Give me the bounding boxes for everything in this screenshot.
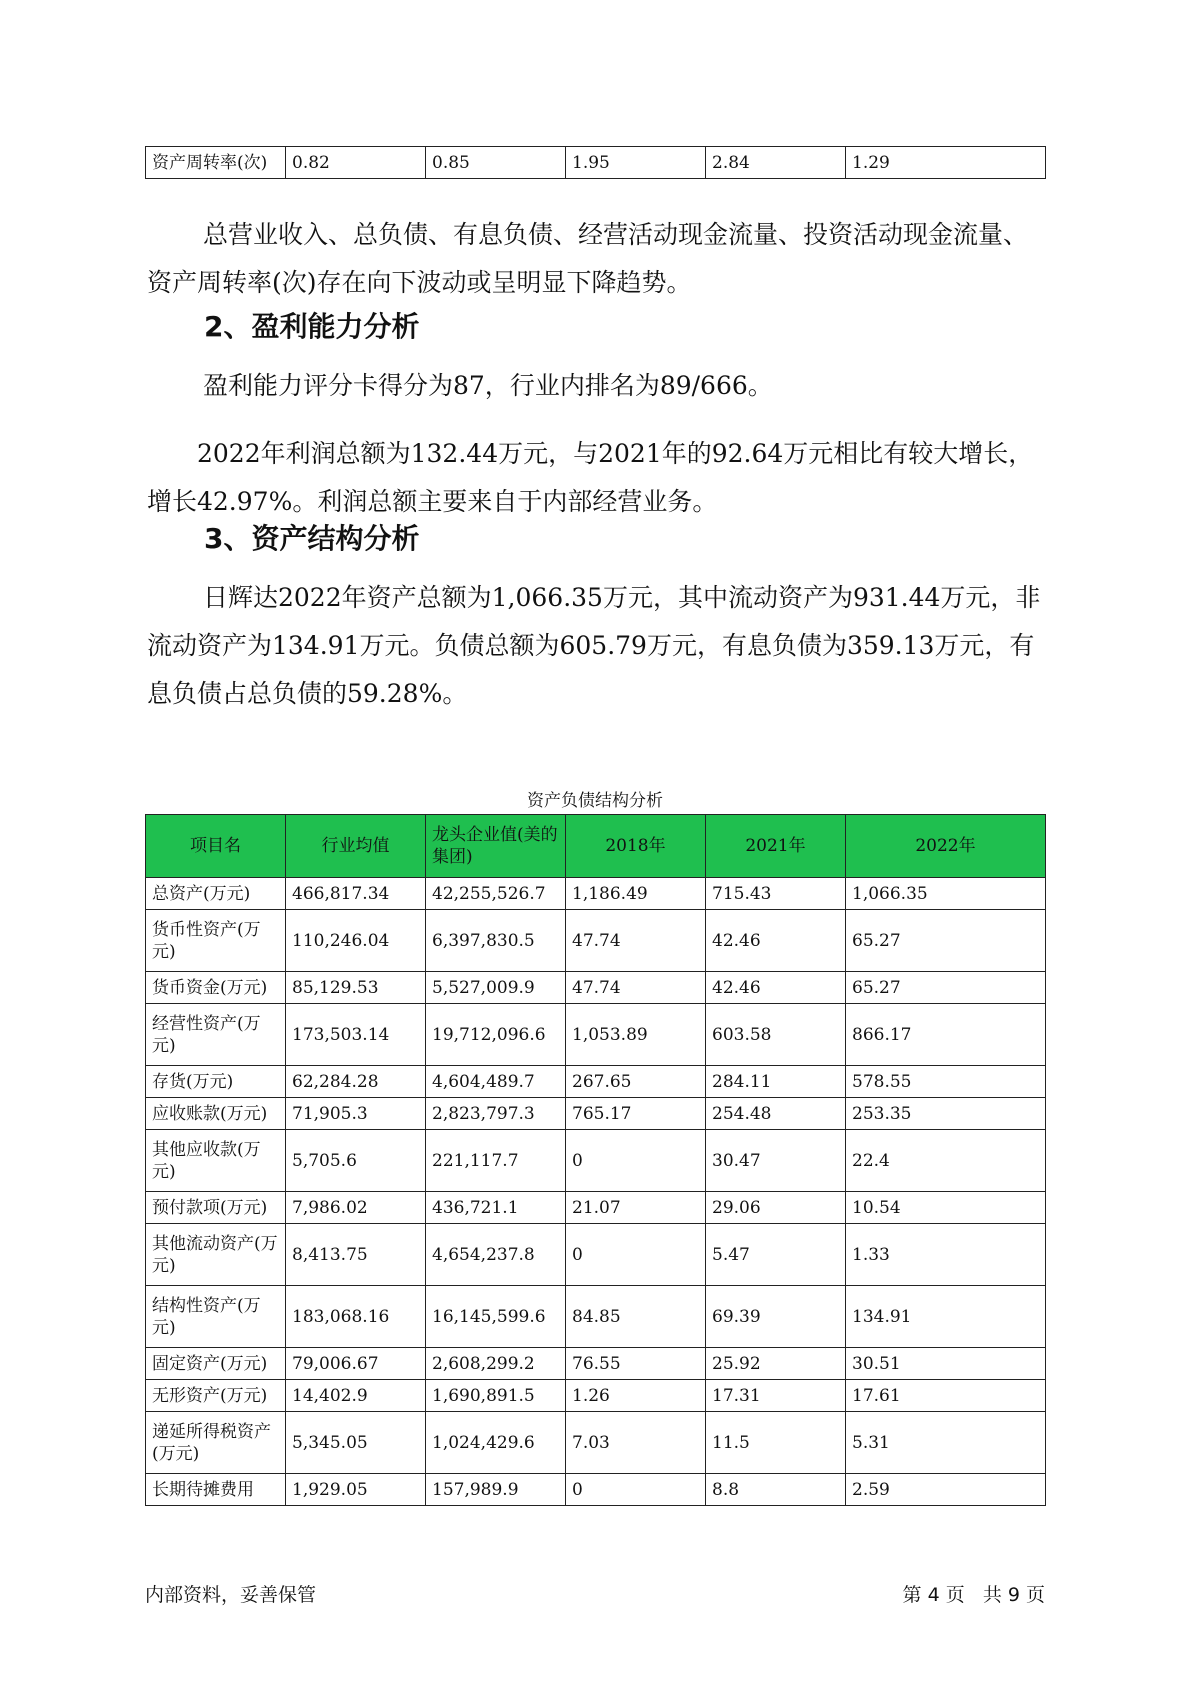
table-cell: 71,905.3 — [286, 1098, 426, 1130]
table-cell: 0 — [566, 1474, 706, 1506]
table-cell: 2,823,797.3 — [426, 1098, 566, 1130]
table-caption: 资产负债结构分析 — [527, 791, 663, 811]
table-cell: 30.51 — [846, 1348, 1046, 1380]
table-cell: 157,989.9 — [426, 1474, 566, 1506]
table-cell: 30.47 — [706, 1130, 846, 1192]
table-cell: 货币性资产(万元) — [146, 910, 286, 972]
table-row — [146, 1224, 1046, 1286]
table-cell: 4,604,489.7 — [426, 1066, 566, 1098]
table-cell: 1,929.05 — [286, 1474, 426, 1506]
table-cell: 结构性资产(万元) — [146, 1286, 286, 1348]
table-row — [146, 878, 1046, 910]
table-cell: 7,986.02 — [286, 1192, 426, 1224]
table-cell: 4,654,237.8 — [426, 1224, 566, 1286]
table-cell: 固定资产(万元) — [146, 1348, 286, 1380]
table-cell: 5,345.05 — [286, 1412, 426, 1474]
table-cell: 79,006.67 — [286, 1348, 426, 1380]
table-cell: 8.8 — [706, 1474, 846, 1506]
table-row — [146, 1474, 1046, 1506]
table-cell: 29.06 — [706, 1192, 846, 1224]
table-cell: 11.5 — [706, 1412, 846, 1474]
table-cell: 1.26 — [566, 1380, 706, 1412]
table-cell: 货币资金(万元) — [146, 972, 286, 1004]
table-cell: 1,024,429.6 — [426, 1412, 566, 1474]
table-cell: 134.91 — [846, 1286, 1046, 1348]
table-cell: 254.48 — [706, 1098, 846, 1130]
table-cell: 110,246.04 — [286, 910, 426, 972]
table-cell: 603.58 — [706, 1004, 846, 1066]
table-cell: 2.59 — [846, 1474, 1046, 1506]
table-cell: 436,721.1 — [426, 1192, 566, 1224]
table-cell: 65.27 — [846, 972, 1046, 1004]
table-row — [146, 1098, 1046, 1130]
column-header: 行业均值 — [286, 815, 426, 878]
balance-structure-table — [145, 814, 1046, 1506]
table-cell: 183,068.16 — [286, 1286, 426, 1348]
table-cell: 无形资产(万元) — [146, 1380, 286, 1412]
column-header: 龙头企业值(美的集团) — [426, 815, 566, 878]
table-cell: 其他流动资产(万元) — [146, 1224, 286, 1286]
table-cell: 1,690,891.5 — [426, 1380, 566, 1412]
section-heading-asset-structure: 3、资产结构分析 — [204, 522, 420, 555]
table-cell: 84.85 — [566, 1286, 706, 1348]
table-cell: 资产周转率(次) — [146, 147, 286, 179]
table-row — [146, 1004, 1046, 1066]
table-cell: 0.85 — [426, 147, 566, 179]
table-cell: 8,413.75 — [286, 1224, 426, 1286]
table-cell: 62,284.28 — [286, 1066, 426, 1098]
table-cell: 715.43 — [706, 878, 846, 910]
table-cell: 85,129.53 — [286, 972, 426, 1004]
table-row — [146, 910, 1046, 972]
table-cell: 866.17 — [846, 1004, 1046, 1066]
table-cell: 22.4 — [846, 1130, 1046, 1192]
table-cell: 1.95 — [566, 147, 706, 179]
table-cell: 17.31 — [706, 1380, 846, 1412]
table-cell: 765.17 — [566, 1098, 706, 1130]
table-cell: 16,145,599.6 — [426, 1286, 566, 1348]
table-cell: 76.55 — [566, 1348, 706, 1380]
asset-detail-paragraph: 日辉达2022年资产总额为1,066.35万元，其中流动资产为931.44万元，非流动资产为134.91万元。负债总额为605.79万元，有息负债为359.13万元，有息负债占总负债的59.28%。 — [147, 583, 1041, 708]
profit-detail-paragraph: 2022年利润总额为132.44万元，与2021年的92.64万元相比有较大增长，增长42.97%。利润总额主要来自于内部经营业务。 — [147, 439, 1034, 516]
table-row — [146, 1192, 1046, 1224]
table-cell: 221,117.7 — [426, 1130, 566, 1192]
table-cell: 47.74 — [566, 972, 706, 1004]
column-header: 2022年 — [846, 815, 1046, 878]
table-row — [146, 1130, 1046, 1192]
table-cell: 42,255,526.7 — [426, 878, 566, 910]
table-cell: 2.84 — [706, 147, 846, 179]
table-row — [146, 1348, 1046, 1380]
table-row — [146, 972, 1046, 1004]
table-row — [146, 1412, 1046, 1474]
table-cell: 42.46 — [706, 972, 846, 1004]
table-cell: 6,397,830.5 — [426, 910, 566, 972]
profit-score-paragraph: 盈利能力评分卡得分为87，行业内排名为89/666。 — [203, 371, 773, 400]
table-cell: 17.61 — [846, 1380, 1046, 1412]
table-cell: 1.29 — [846, 147, 1046, 179]
table-cell: 25.92 — [706, 1348, 846, 1380]
table-cell: 存货(万元) — [146, 1066, 286, 1098]
table-cell: 长期待摊费用 — [146, 1474, 286, 1506]
table-cell: 267.65 — [566, 1066, 706, 1098]
table-cell: 14,402.9 — [286, 1380, 426, 1412]
table-cell: 253.35 — [846, 1098, 1046, 1130]
column-header: 项目名 — [146, 815, 286, 878]
table-cell: 19,712,096.6 — [426, 1004, 566, 1066]
table-cell: 5,705.6 — [286, 1130, 426, 1192]
table-cell: 47.74 — [566, 910, 706, 972]
table-cell: 2,608,299.2 — [426, 1348, 566, 1380]
column-header: 2018年 — [566, 815, 706, 878]
table-cell: 其他应收款(万元) — [146, 1130, 286, 1192]
table-cell: 预付款项(万元) — [146, 1192, 286, 1224]
table-cell: 466,817.34 — [286, 878, 426, 910]
trend-paragraph: 总营业收入、总负债、有息负债、经营活动现金流量、投资活动现金流量、资产周转率(次)存在向下波动或呈明显下降趋势。 — [147, 220, 1029, 297]
table-cell: 1,186.49 — [566, 878, 706, 910]
table-row — [146, 1286, 1046, 1348]
table-cell: 65.27 — [846, 910, 1046, 972]
table-cell: 0.82 — [286, 147, 426, 179]
table-cell: 递延所得税资产(万元) — [146, 1412, 286, 1474]
table-row — [146, 147, 1046, 179]
table-cell: 21.07 — [566, 1192, 706, 1224]
column-header: 2021年 — [706, 815, 846, 878]
table-cell: 5.31 — [846, 1412, 1046, 1474]
table-cell: 5.47 — [706, 1224, 846, 1286]
table-body — [146, 878, 1046, 1506]
table-cell: 69.39 — [706, 1286, 846, 1348]
page-number: 第 4 页 共 9 页 — [902, 1584, 1045, 1606]
table-cell: 42.46 — [706, 910, 846, 972]
table-cell: 173,503.14 — [286, 1004, 426, 1066]
table-cell: 经营性资产(万元) — [146, 1004, 286, 1066]
table-header-row — [146, 815, 1046, 878]
table-cell: 578.55 — [846, 1066, 1046, 1098]
table-row — [146, 1066, 1046, 1098]
table-cell: 1.33 — [846, 1224, 1046, 1286]
footer-confidential-note: 内部资料，妥善保管 — [145, 1584, 317, 1606]
asset-turnover-table — [145, 146, 1046, 179]
table-cell: 应收账款(万元) — [146, 1098, 286, 1130]
section-heading-profitability: 2、盈利能力分析 — [204, 310, 420, 343]
table-cell: 1,053.89 — [566, 1004, 706, 1066]
table-row — [146, 1380, 1046, 1412]
table-cell: 10.54 — [846, 1192, 1046, 1224]
table-cell: 5,527,009.9 — [426, 972, 566, 1004]
table-cell: 7.03 — [566, 1412, 706, 1474]
table-cell: 1,066.35 — [846, 878, 1046, 910]
table-cell: 总资产(万元) — [146, 878, 286, 910]
table-cell: 0 — [566, 1224, 706, 1286]
table-cell: 0 — [566, 1130, 706, 1192]
table-cell: 284.11 — [706, 1066, 846, 1098]
